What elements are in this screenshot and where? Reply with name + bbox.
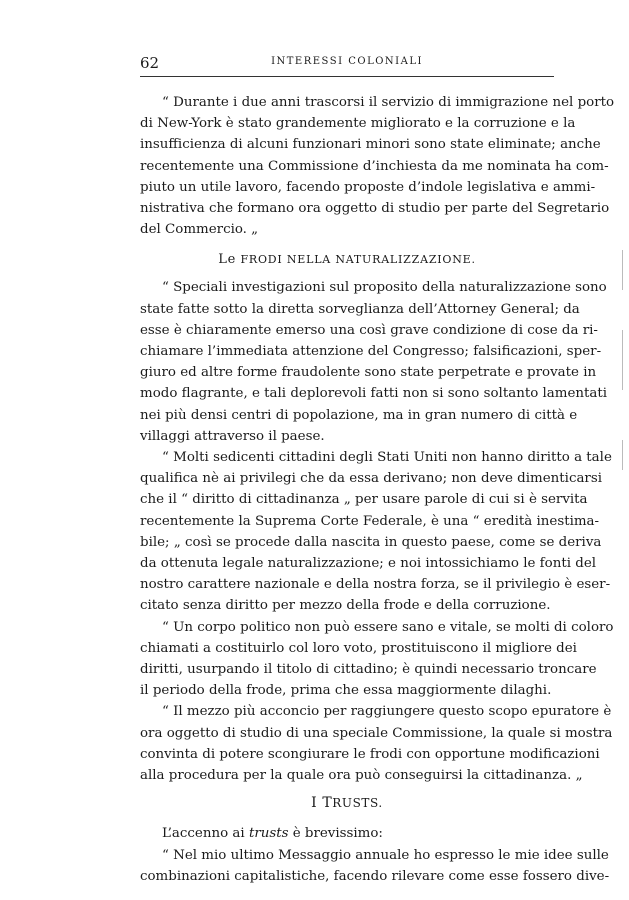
section-heading-cap: I T — [311, 795, 333, 812]
running-title: INTERESSI COLONIALI — [271, 56, 423, 67]
text-line: “ Un corpo politico non può essere sano e vitale, se molti di coloro — [162, 619, 614, 635]
section-heading-rest: FRODI NELLA NATURALIZZAZIONE. — [240, 253, 476, 267]
text-line: che il “ diritto di cittadinanza „ per usare parole di cui si è servita — [140, 492, 588, 508]
paragraph-body-politic — [140, 617, 614, 702]
text-line: del Commercio. „ — [140, 222, 259, 238]
section-heading-trusts — [140, 793, 554, 814]
text-run: è brevissimo: — [288, 826, 383, 842]
text-line: piuto un utile lavoro, facendo proposte d’indole legislativa e ammi- — [140, 179, 596, 195]
text-line: nei più densi centri di popolazione, ma in gran numero di città e — [140, 407, 578, 423]
text-line: state fatte sotto la diretta sorveglianza dell’Attorney General; da — [140, 301, 580, 317]
paragraph-investigations — [140, 277, 608, 447]
text-line: nistrativa che formano ora oggetto di studio per parte del Segretario — [140, 201, 610, 217]
text-line: “ Durante i due anni trascorsi il servizio di immigrazione nel porto — [162, 95, 615, 110]
paragraph-trusts-intro — [140, 823, 554, 844]
text-line: recentemente una Commissione d’inchiesta da me nominata ha com- — [140, 158, 609, 174]
text-line: qualifica nè ai privilegi che da essa derivano; non deve dimenticarsi — [140, 471, 602, 487]
italic-term: trusts — [248, 826, 289, 842]
text-line: di New-York è stato grandemente migliorato e la corruzione e la — [140, 116, 576, 132]
text-line: alla procedura per la quale ora può conseguirsi la cittadinanza. „ — [140, 768, 583, 784]
paragraph-commission — [140, 701, 613, 786]
text-line: recentemente la Suprema Corte Federale, è una “ eredità inestima- — [140, 513, 600, 529]
paragraph-citizens — [140, 447, 612, 617]
text-line: giuro ed altre forme fraudolente sono state perpetrate e provate in — [140, 365, 597, 381]
text-line: combinazioni capitalistiche, facendo rilevare come esse fossero dive- — [140, 868, 610, 884]
scan-edge-mark — [622, 330, 623, 390]
page-header — [140, 54, 554, 77]
body-text — [140, 92, 615, 887]
text-line: insufficienza di alcuni funzionari minori sono state eliminate; anche — [140, 137, 601, 153]
section-heading-naturalization — [140, 249, 554, 270]
text-line: “ Speciali investigazioni sul proposito della naturalizzazione sono — [162, 280, 607, 296]
text-line: “ Molti sedicenti cittadini degli Stati Uniti non hanno diritto a tale — [162, 450, 612, 466]
text-line: “ Il mezzo più acconcio per raggiungere questo scopo epuratore è — [162, 704, 612, 720]
paragraph-message — [140, 845, 610, 887]
text-line: il periodo della frode, prima che essa maggiormente dilaghi. — [140, 683, 552, 699]
text-line: modo flagrante, e tali deplorevoli fatti non si sono soltanto lamentati — [140, 386, 608, 402]
scan-edge-mark — [622, 250, 623, 290]
text-line: nostro carattere nazionale e della nostra forza, se il privilegio è eser- — [140, 577, 611, 593]
text-line — [140, 823, 554, 844]
text-line: convinta di potere scongiurare le frodi con opportune modificazioni — [140, 746, 600, 762]
text-line: diritti, usurpando il titolo di cittadino; è quindi necessario troncare — [140, 662, 597, 678]
text-line: bile; „ così se procede dalla nascita in questo paese, come se deriva — [140, 534, 602, 550]
scan-edge-mark — [622, 440, 623, 470]
section-heading-cap: Le — [218, 252, 237, 268]
text-line: chiamati a costituirlo col loro voto, prostituiscono il migliore dei — [140, 640, 577, 656]
text-line: villaggi attraverso il paese. — [140, 428, 325, 444]
text-line: ora oggetto di studio di una speciale Commissione, la quale si mostra — [140, 725, 613, 741]
section-heading-rest: RUSTS. — [332, 796, 383, 811]
text-line: da ottenuta legale naturalizzazione; e noi intossichiamo le fonti del — [140, 556, 597, 572]
text-line: “ Nel mio ultimo Messaggio annuale ho espresso le mie idee sulle — [162, 847, 609, 863]
text-run: L’accenno ai — [162, 826, 249, 842]
paragraph-immigration — [140, 92, 615, 240]
page-number: 62 — [140, 54, 160, 72]
text-line: chiamare l’immediata attenzione del Congresso; falsificazioni, sper- — [140, 344, 602, 360]
text-line: citato senza diritto per mezzo della frode e della corruzione. — [140, 598, 551, 614]
text-line: esse è chiaramente emerso una così grave condizione di cose da ri- — [140, 322, 598, 338]
